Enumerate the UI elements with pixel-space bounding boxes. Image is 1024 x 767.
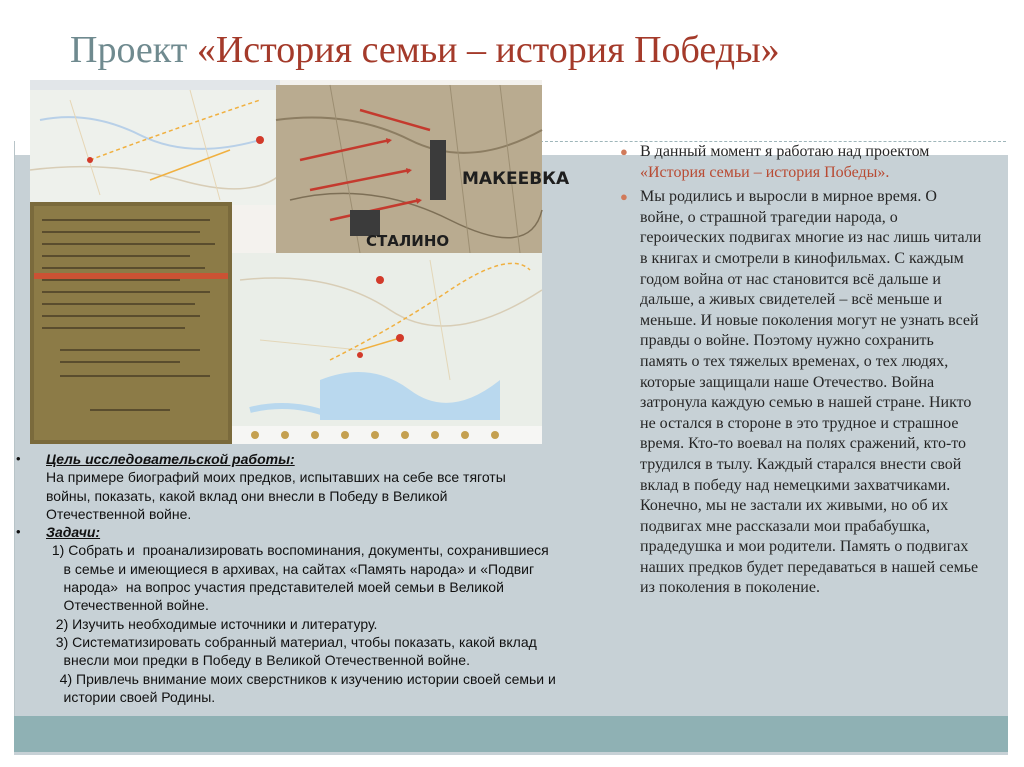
description-text: В данный момент я работаю над проектом (640, 143, 930, 160)
bullet-icon: ● (620, 189, 628, 205)
description-item-1 (620, 142, 982, 183)
goal-line: войны, показать, какой вклад они внесли в Победу в Великой (46, 487, 448, 504)
task-line: в семье и имеющиеся в архивах, на сайтах «Память народа» и «Подвиг (48, 560, 535, 577)
goal-line: Отечественной войне. (46, 505, 192, 522)
archive-document (30, 202, 232, 444)
description-text: Мы родились и выросли в мирное время. О войне, о страшной трагедии народа, о героических подвигах многие из нас лишь читали в книгах и смотрели в кинофильмах. С каждым годом война от нас становится всё дальше и дальше, а живых свидетелей – всё меньше и меньше. И новые поколения могут не узнать всей правды о войне. Поэтому нужно сохранить память о тех тяжелых временах, о тех людях, которые защищали наше Отечество. Война затронула каждую семью в нашей стране. Никто не остался в стороне в это трудное и страшное время. Кто-то воевал на полях сражений, кто-то трудился в тылу. Каждый старался внести свой вклад в победу над немецкими захватчиками. Конечно, мы не застали их живыми, но об их подвигах мне рассказали мои прабабушка, прадедушка и мои родители. Память о подвигах наших предков будет передаваться в нашей семье из поколения в поколение. (640, 188, 982, 597)
tasks-section (16, 523, 608, 541)
title-accent: «История семьи – история Победы» (196, 29, 780, 71)
task-line: внесли мои предки в Победу в Великой Отечественной войне. (48, 652, 470, 669)
description-item-2 (620, 187, 982, 599)
project-name: «История семьи – история Победы». (640, 163, 890, 181)
goal-heading: Цель исследовательской работы: (46, 451, 295, 467)
task-line: 4) Привлечь внимание моих сверстников к изучению истории своей семьи и (48, 670, 556, 687)
page-title (70, 26, 990, 74)
title-prefix: Проект (70, 29, 197, 71)
task-line: Отечественной войне. (48, 597, 209, 614)
bullet-icon: ● (620, 144, 628, 159)
research-goals-block (16, 450, 608, 706)
task-line: 1) Собрать и проанализировать воспоминания, документы, сохранившиеся (48, 542, 549, 559)
archive-collage-image (30, 80, 570, 444)
task-line: истории своей Родины. (48, 688, 216, 705)
bullet-icon: • (16, 524, 21, 540)
task-line: 3) Систематизировать собранный материал, чтобы показать, какой вклад (48, 633, 537, 650)
map-label-makeevka: МАКЕЕВКА (462, 169, 570, 189)
task-line: народа» на вопрос участия представителей моей семьи в Великой (48, 579, 504, 596)
footer-band (14, 716, 1008, 752)
online-map-bottom-right (232, 253, 542, 444)
military-map (276, 85, 570, 253)
map-label-stalino: СТАЛИНО (366, 232, 450, 250)
goal-section (16, 450, 608, 468)
online-map-top-left (30, 80, 280, 205)
bullet-icon: • (16, 451, 21, 466)
tasks-heading: Задачи: (46, 524, 101, 541)
project-description (620, 142, 982, 603)
task-line: 2) Изучить необходимые источники и литературу. (48, 615, 378, 632)
left-border-line (14, 141, 15, 716)
goal-line: На примере биографий моих предков, испытавших на себе все тяготы (46, 469, 506, 486)
